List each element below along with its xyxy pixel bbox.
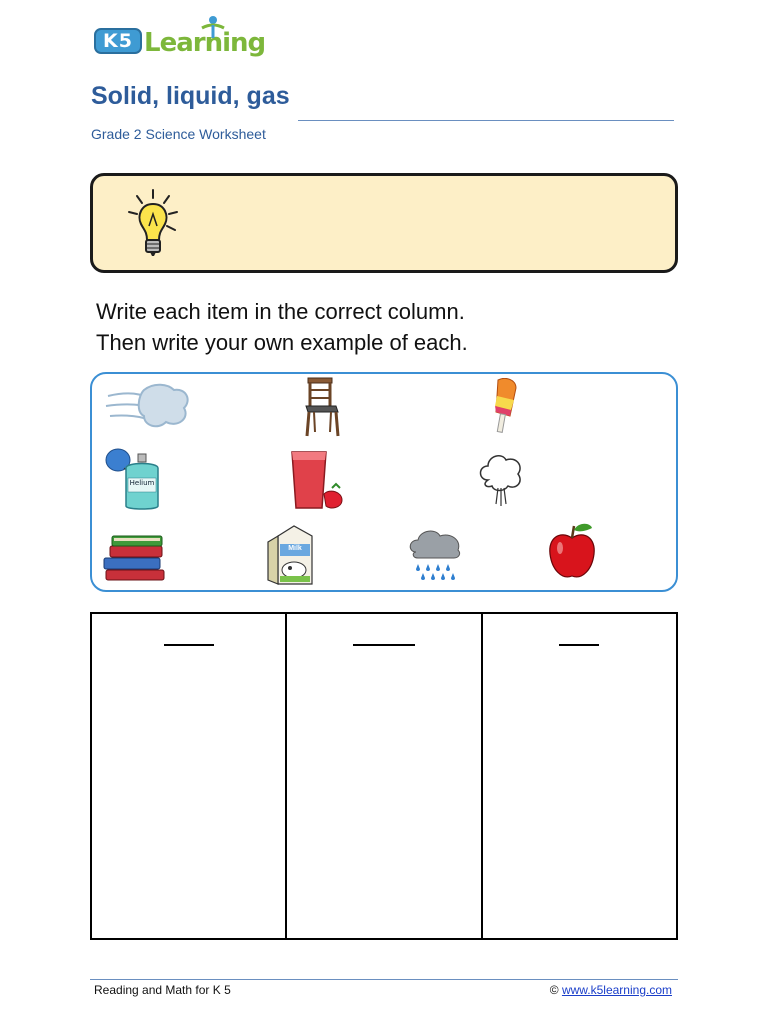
copyright-symbol: © [549,983,559,997]
answer-table [90,612,678,940]
tip-box [90,173,678,273]
logo-k5-badge: K5 [94,28,142,54]
logo-wordmark: Learning [144,28,266,58]
column-gas[interactable] [483,614,676,938]
instruction-line-2: Then write your own example of each. [96,330,468,355]
footer-website-link[interactable]: www.k5learning.com [561,983,672,997]
footer-tagline: Reading and Math for K 5 [94,983,231,997]
lightbulb-icon [123,186,193,266]
title-divider [298,120,674,121]
milk-carton-icon [264,524,324,588]
books-icon [102,534,168,584]
helium-tank [104,446,174,512]
logo-figure-icon [198,14,228,44]
milk-carton [264,524,324,588]
apple-icon [546,522,602,582]
footer-divider [90,979,678,980]
smoke-cloud-icon [476,450,526,508]
column-heading-blank [353,644,415,646]
page-subtitle: Grade 2 Science Worksheet [91,126,266,142]
helium-label: Helium [129,479,155,487]
page-title: Solid, liquid, gas [91,82,290,110]
instruction-line-1: Write each item in the correct column. [96,299,465,324]
wind-icon [104,380,190,432]
chair-icon [302,376,342,438]
column-liquid[interactable] [287,614,482,938]
rain-cloud-icon [406,524,466,584]
column-heading-blank [164,644,214,646]
popsicle-icon [488,378,522,436]
footer-copyright [550,983,672,997]
instructions [96,296,468,358]
milk-label: Milk [288,545,302,552]
column-solid[interactable] [92,614,287,938]
column-heading-blank [559,644,599,646]
items-box [90,372,678,592]
k5-learning-logo [94,14,264,60]
juice-glass-icon [288,448,348,512]
